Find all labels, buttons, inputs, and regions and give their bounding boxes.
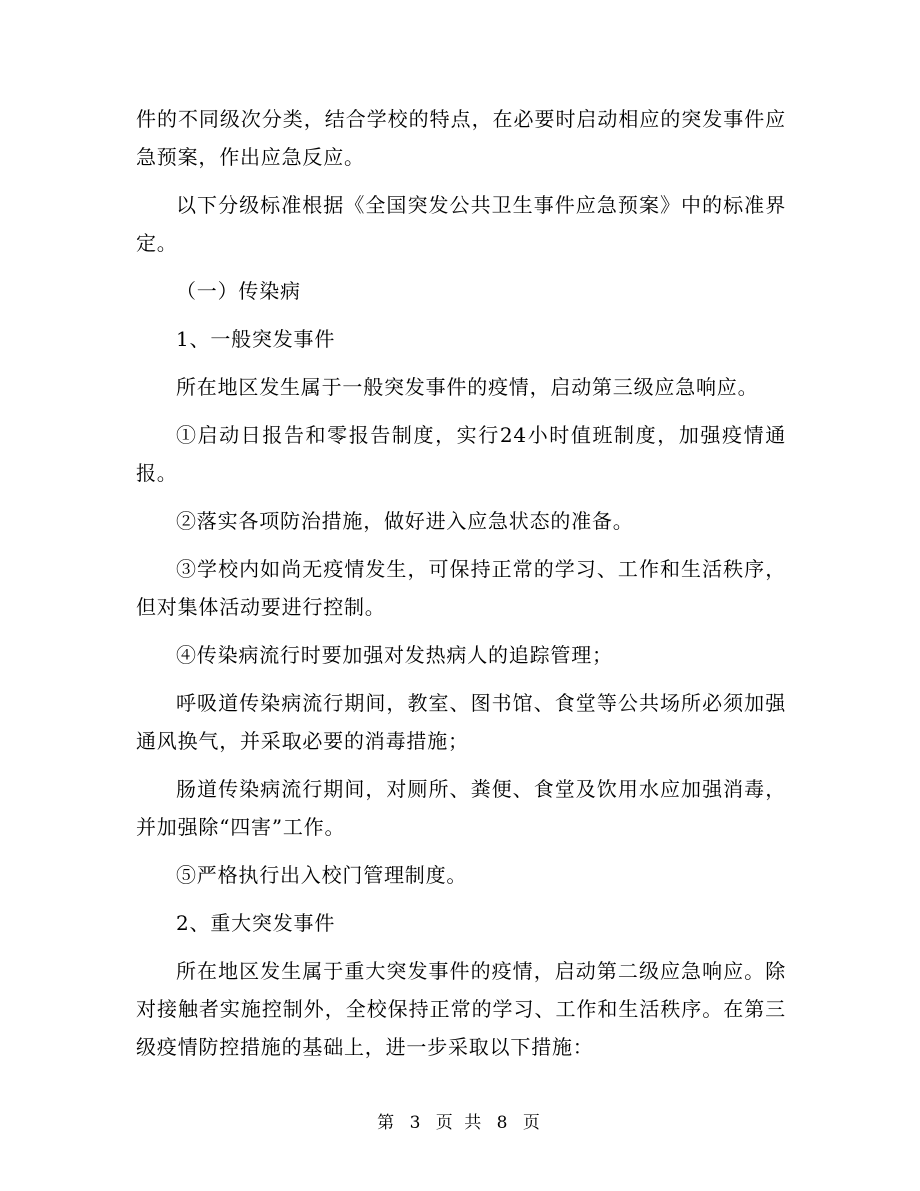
paragraph-level2-response: 所在地区发生属于重大突发事件的疫情，启动第二级应急响应。除对接触者实施控制外，全校保持正常的学习、工作和生活秩序。在第三级疫情防控措施的基础上，进一步采取以下措施： [136, 959, 786, 1059]
document-body [136, 100, 786, 1076]
paragraph-standard-basis: 以下分级标准根据《全国突发公共卫生事件应急预案》中的标准界定。 [136, 193, 786, 255]
list-item-2: ②落实各项防治措施，做好进入应急状态的准备。 [176, 509, 634, 533]
footer-prefix: 第 [377, 1113, 398, 1133]
footer-current-page: 3 [409, 1113, 424, 1133]
page-footer [0, 1108, 920, 1133]
footer-middle: 页 共 [435, 1113, 485, 1133]
section-heading-infectious-disease: （一）传染病 [176, 279, 301, 303]
footer-total-pages: 8 [496, 1113, 511, 1133]
list-item-3: ③学校内如尚无疫情发生，可保持正常的学习、工作和生活秩序，但对集体活动要进行控制。 [136, 557, 786, 619]
list-item-4: ④传染病流行时要加强对发热病人的追踪管理； [176, 643, 613, 667]
footer-suffix: 页 [522, 1113, 543, 1133]
list-item-5: ⑤严格执行出入校门管理制度。 [176, 863, 468, 887]
subheading-general-event: 1、一般突发事件 [176, 327, 336, 351]
subheading-major-event: 2、重大突发事件 [176, 911, 336, 935]
paragraph-respiratory: 呼吸道传染病流行期间，教室、图书馆、食堂等公共场所必须加强通风换气，并采取必要的消毒措施； [136, 691, 786, 753]
list-item-1: ①启动日报告和零报告制度，实行24小时值班制度，加强疫情通报。 [136, 423, 786, 485]
paragraph-level3-response: 所在地区发生属于一般突发事件的疫情，启动第三级应急响应。 [176, 375, 759, 399]
paragraph-intestinal: 肠道传染病流行期间，对厕所、粪便、食堂及饮用水应加强消毒，并加强除“四害”工作。 [136, 777, 786, 839]
paragraph-continuation: 件的不同级次分类，结合学校的特点，在必要时启动相应的突发事件应急预案，作出应急反应。 [136, 107, 786, 169]
